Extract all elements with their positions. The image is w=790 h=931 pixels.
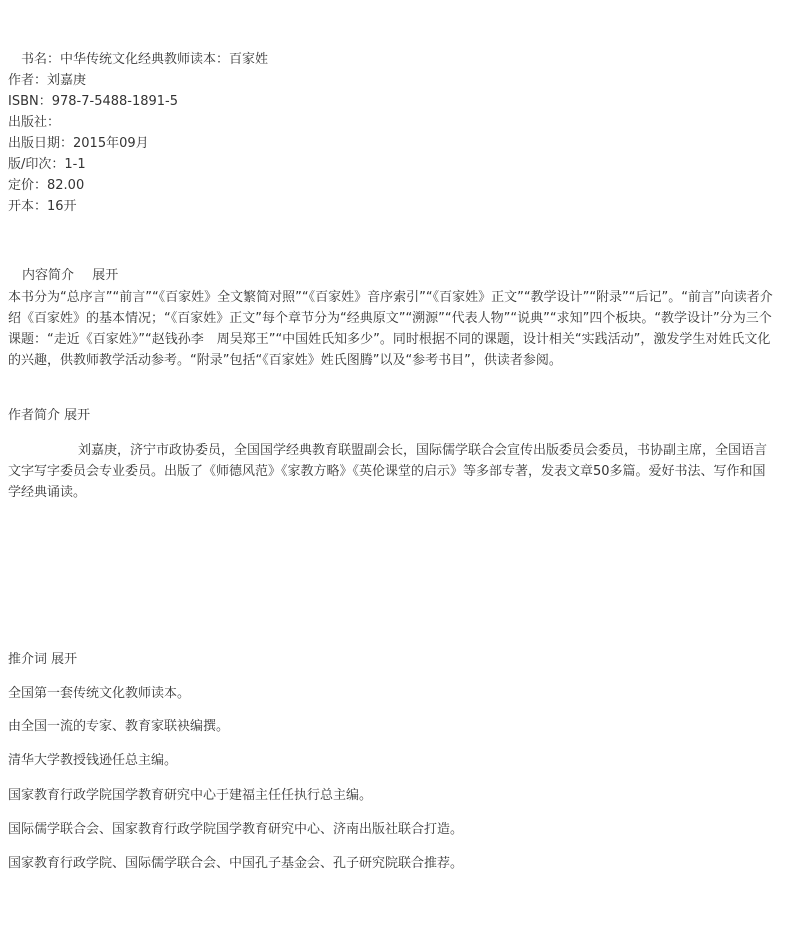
book-author: 作者：刘嘉庚 [8, 73, 87, 88]
recommend-item: 国际儒学联合会、国家教育行政学院国学教育研究中心、济南出版社联合打造。 [8, 822, 464, 837]
book-price: 定价：82.00 [8, 178, 85, 193]
author-heading: 作者简介 [8, 408, 61, 423]
book-format: 开本：16开 [8, 199, 77, 214]
author-expand-link[interactable]: 展开 [64, 408, 91, 423]
recommend-item: 全国第一套传统文化教师读本。 [8, 686, 191, 701]
intro-heading-row [22, 266, 118, 286]
recommend-heading-row [8, 650, 77, 670]
intro-heading: 内容简介 [22, 268, 75, 283]
intro-text: 本书分为“总序言”“前言”“《百家姓》全文繁简对照”“《百家姓》音序索引”“《百家姓》正文”“教学设计”“附录”“后记”。“前言”向读者介绍《百家姓》的基本情况；“《百家姓》正文”每个章节分为“经典原文”“溯源”“代表人物”“说典”“求知”四个板块。“教学设计”分为三个课题：“走近《百家姓》”“赵钱孙李 周吴郑王”“中国姓氏知多少”。同时根据不同的课题，设计相关“实践活动”，激发学生对姓氏文化的兴趣，供教师教学活动参考。“附录”包括“《百家姓》姓氏图腾”以及“参考书目”，供读者参阅。 [8, 290, 773, 368]
book-isbn: ISBN：978-7-5488-1891-5 [8, 94, 179, 109]
author-heading-row [8, 406, 90, 426]
recommend-expand-link[interactable]: 展开 [51, 652, 78, 667]
author-text: 刘嘉庚，济宁市政协委员，全国国学经典教育联盟副会长，国际儒学联合会宣传出版委员会委员，书协副主席，全国语言文字写字委员会专业委员。出版了《师德风范》《家教方略》《英伦课堂的启示》等多部专著，发表文章50多篇。爱好书法、写作和国学经典诵读。 [8, 443, 768, 500]
book-title: 书名：中华传统文化经典教师读本：百家姓 [8, 52, 269, 67]
recommend-item: 清华大学教授钱逊任总主编。 [8, 753, 178, 768]
recommend-item: 国家教育行政学院国学教育研究中心于建福主任任执行总主编。 [8, 788, 373, 803]
recommend-item: 国家教育行政学院、国际儒学联合会、中国孔子基金会、孔子研究院联合推荐。 [8, 856, 464, 871]
intro-expand-link[interactable]: 展开 [92, 268, 119, 283]
book-pub-date: 出版日期：2015年09月 [8, 136, 149, 151]
recommend-heading: 推介词 [8, 652, 48, 667]
book-publisher: 出版社： [8, 115, 61, 130]
book-edition: 版/印次：1-1 [8, 157, 86, 172]
recommend-item: 由全国一流的专家、教育家联袂编撰。 [8, 719, 230, 734]
